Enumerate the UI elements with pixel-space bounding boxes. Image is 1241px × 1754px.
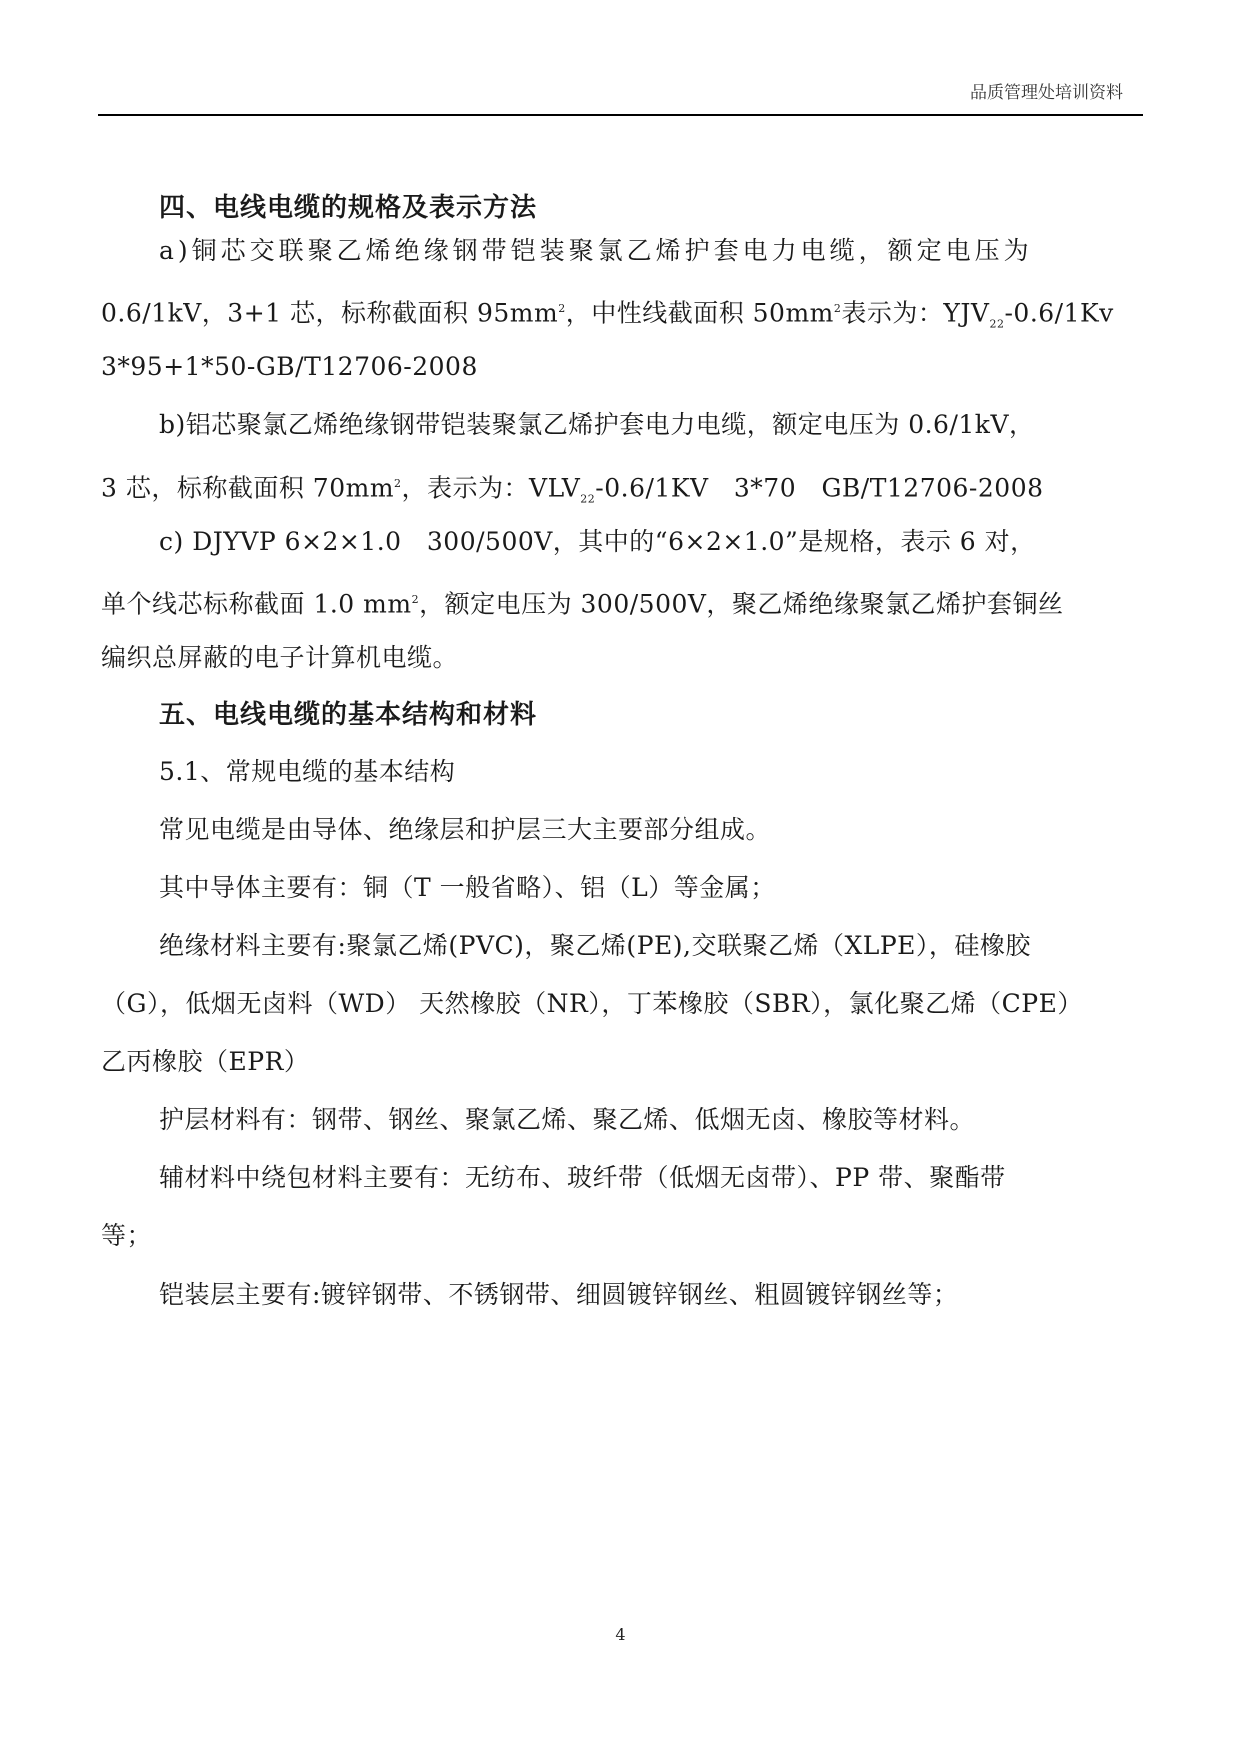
unit-mm: mm <box>785 298 834 328</box>
section-5-heading: 五、电线电缆的基本结构和材料 <box>159 700 538 730</box>
paragraph-c-line-1: c) DJYVP 6×2×1.0 300/500V，其中的“6×2×1.0”是规格，表示 6 对， <box>159 527 1036 556</box>
paragraph-insulation-line-3: 乙丙橡胶（EPR） <box>101 1047 310 1076</box>
paragraph-auxiliary-line-1: 辅材料中绕包材料主要有：无纺布、玻纤带（低烟无卤带）、PP 带、聚酯带 <box>159 1163 1006 1192</box>
superscript-2: 2 <box>411 593 420 606</box>
paragraph-insulation-line-2: （G），低烟无卤料（WD） 天然橡胶（NR），丁苯橡胶（SBR），氯化聚乙烯（CPE） <box>101 989 1083 1018</box>
unit-mm: mm <box>363 589 412 619</box>
paragraph-b-line-2 <box>101 466 1044 517</box>
text-segment: 3 芯，标称截面积 70 <box>101 473 346 503</box>
paragraph-armour: 铠装层主要有:镀锌钢带、不锈钢带、细圆镀锌钢丝、粗圆镀锌钢丝等； <box>159 1280 959 1309</box>
subsection-5-1-title: 5.1、常规电缆的基本结构 <box>159 757 456 786</box>
paragraph-sheath: 护层材料有：钢带、钢丝、聚氯乙烯、聚乙烯、低烟无卤、橡胶等材料。 <box>159 1105 976 1134</box>
text-segment: 表示为：YJV <box>841 298 990 328</box>
paragraph-a-line-3: 3*95+1*50-GB/T12706-2008 <box>101 352 478 381</box>
paragraph-a-line-1: a)铜芯交联聚乙烯绝缘钢带铠装聚氯乙烯护套电力电缆，额定电压为 <box>159 236 1033 265</box>
paragraph-insulation-line-1: 绝缘材料主要有:聚氯乙烯(PVC)，聚乙烯(PE),交联聚乙烯（XLPE），硅橡胶 <box>159 931 1031 960</box>
unit-mm: mm <box>345 473 395 503</box>
page-number: 4 <box>615 1625 626 1644</box>
text-segment: -0.6/1KV 3*70 GB/T12706-2008 <box>595 473 1044 503</box>
paragraph-c-line-3: 编织总屏蔽的电子计算机电缆。 <box>101 643 459 672</box>
paragraph-conductor: 其中导体主要有：铜（T 一般省略）、铝（L）等金属； <box>159 873 776 902</box>
paragraph-auxiliary-line-2: 等； <box>101 1221 153 1250</box>
subscript-22: 22 <box>989 317 1005 331</box>
paragraph-a-line-2 <box>101 291 1114 342</box>
header-divider <box>98 114 1143 116</box>
superscript-2: 2 <box>558 302 566 315</box>
text-segment: -0.6/1Kv <box>1004 298 1114 328</box>
text-segment: 0.6/1kV，3+1 芯，标称截面积 95 <box>101 298 510 328</box>
superscript-2: 2 <box>833 302 842 315</box>
superscript-2: 2 <box>394 477 402 490</box>
text-segment: 单个线芯标称截面 1.0 <box>101 589 364 619</box>
paragraph-b-line-1: b)铝芯聚氯乙烯绝缘钢带铠装聚氯乙烯护套电力电缆，额定电压为 0.6/1kV， <box>159 410 1035 439</box>
text-segment: ，表示为：VLV <box>401 473 581 503</box>
text-segment: ，额定电压为 300/500V，聚乙烯绝缘聚氯乙烯护套铜丝 <box>419 589 1064 619</box>
header-title: 品质管理处培训资料 <box>970 83 1123 103</box>
paragraph-structure: 常见电缆是由导体、绝缘层和护层三大主要部分组成。 <box>159 815 772 844</box>
unit-mm: mm <box>509 298 559 328</box>
paragraph-c-line-2 <box>101 582 1063 622</box>
section-4-heading: 四、电线电缆的规格及表示方法 <box>159 193 538 223</box>
text-segment: ，中性线截面积 50 <box>565 298 786 328</box>
subscript-22: 22 <box>580 492 596 506</box>
